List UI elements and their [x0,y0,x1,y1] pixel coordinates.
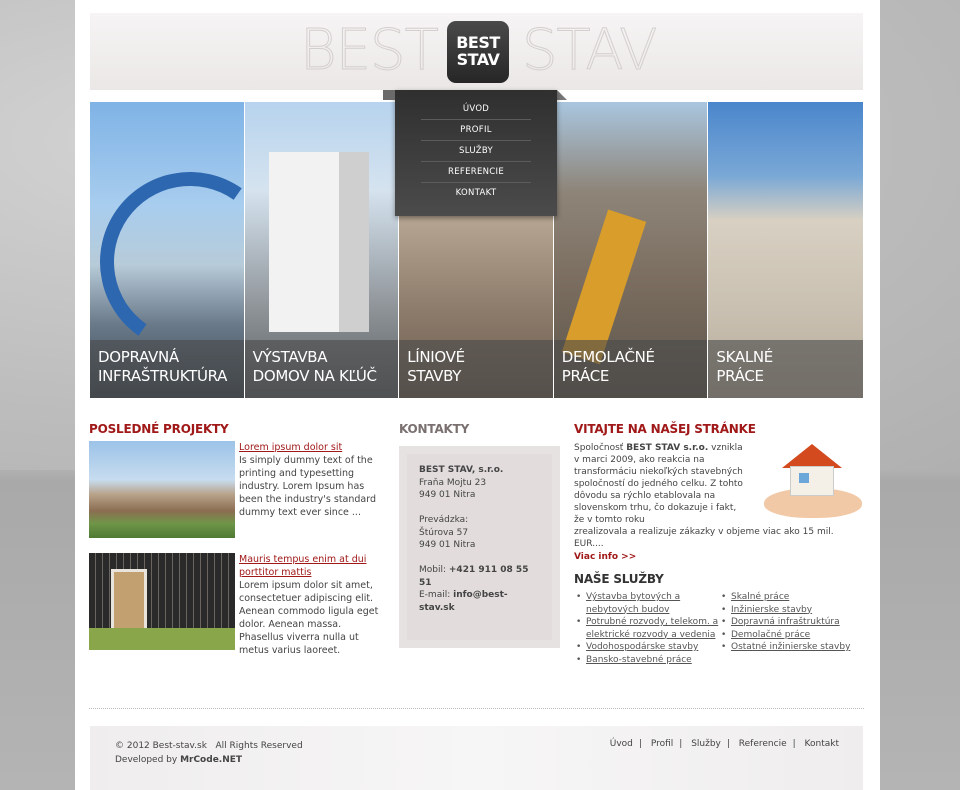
service-item[interactable] [719,641,850,654]
header-word-right: STAV [522,18,657,83]
service-link[interactable]: Výstavba bytových a nebytových budov [586,592,681,615]
service-link[interactable]: Demolačné práce [731,629,811,640]
project-text [239,441,379,519]
banner-panel-transport[interactable] [90,102,245,398]
project-item [89,553,379,665]
banner-panel-homes[interactable] [245,102,400,398]
service-link[interactable]: Bansko-stavebné práce [586,654,692,665]
header-word-left: BEST [300,18,438,83]
panel-caption [245,340,399,398]
service-link[interactable]: Potrubné rozvody, telekom. a elektrické rozvody a vedenia [586,617,719,640]
service-link[interactable]: Skalné práce [731,592,790,602]
footer-nav [610,739,839,749]
project-description: Lorem ipsum dolor sit amet, consectetuer adipiscing elit. Aenean commodo ligula eget dolor. Aenean massa. Phasellus viverra nulla ut metus varius laoreet. [239,580,379,656]
separator: | [679,739,683,749]
section-title: KONTAKTY [399,422,470,436]
office-label: Prevádzka: [419,515,469,525]
caption-line: DEMOLAČNÉ [561,348,655,366]
nav-item-profil[interactable]: PROFIL [421,120,531,141]
banner-panel-rock[interactable] [708,102,863,398]
footer-divider [89,708,864,709]
service-link[interactable]: Dopravná infraštruktúra [731,617,840,627]
house-image [269,152,369,332]
welcome-text [574,442,744,526]
project-text [239,553,379,657]
bridge-image [90,158,245,367]
project-thumbnail[interactable] [89,553,235,650]
service-item[interactable] [574,616,719,641]
nav-item-uvod[interactable]: ÚVOD [421,99,531,120]
separator: | [792,739,796,749]
logo[interactable] [447,21,509,83]
service-item[interactable] [719,616,850,629]
caption-line: SKALNÉ [716,348,773,366]
nav-item-referencie[interactable]: REFERENCIE [421,162,531,183]
contacts-section [399,422,560,648]
nav-item-kontakt[interactable]: KONTAKT [455,188,497,198]
site-footer [90,726,863,790]
project-item [89,441,377,553]
address-line: 949 01 Nitra [419,490,476,500]
logo-line1: BEST [456,33,500,52]
service-item[interactable] [574,641,719,654]
panel-caption [90,340,244,398]
service-item[interactable] [719,591,850,604]
mobile-number[interactable]: +421 911 08 55 51 [419,565,529,588]
developer-label: Developed by [115,755,181,765]
window-graphic [111,569,147,631]
service-item[interactable] [574,654,719,667]
email-address[interactable]: info@best-stav.sk [419,590,508,613]
project-link[interactable]: Mauris tempus enim at dui porttitor mattis [239,554,367,578]
separator: | [638,739,642,749]
footer-link-uvod[interactable]: Úvod [609,739,633,749]
company-bold: BEST STAV s.r.o. [626,443,709,453]
company-name: BEST STAV, s.r.o. [419,465,504,475]
contacts-box [399,446,560,648]
banner-panel-demolition[interactable] [554,102,709,398]
caption-line: PRÁCE [561,367,610,385]
site-header [90,13,863,90]
service-item[interactable] [719,629,850,642]
house-in-hand-image [764,442,862,524]
email-label: E-mail: [419,590,454,600]
roof-graphic [782,444,842,468]
office-line: 949 01 Nitra [419,540,476,550]
contacts-inner [407,454,552,640]
page-container [75,0,880,790]
services-section [574,572,864,666]
panel-caption [554,340,708,398]
service-link[interactable]: Vodohospodárske stavby [586,642,699,652]
footer-left [115,739,303,767]
caption-line: VÝSTAVBA [252,348,328,366]
section-title: NAŠE SLUŽBY [574,572,664,586]
welcome-section [574,422,864,666]
logo-line2: STAV [456,50,500,69]
footer-link-profil[interactable]: Profil [650,739,674,749]
copyright: © 2012 Best-stav.sk All Rights Reserved [115,741,303,751]
more-info-link[interactable]: Viac info >> [574,552,637,562]
nav-item-sluzby[interactable]: SLUŽBY [421,141,531,162]
service-link[interactable]: Inžinierske stavby [731,604,813,615]
service-item[interactable] [719,604,850,617]
service-link[interactable]: Ostatné inžinierske stavby [731,642,851,652]
address-line: Fraňa Mojtu 23 [419,477,487,488]
caption-line: INFRAŠTRUKTÚRA [98,367,228,385]
house-graphic [790,466,834,496]
office-line: Štúrova 57 [419,527,469,538]
mobile-label: Mobil: [419,565,449,575]
project-thumbnail[interactable] [89,441,235,538]
panel-caption [708,340,863,398]
footer-link-sluzby[interactable]: Služby [691,739,721,749]
section-title: VITAJTE NA NAŠEJ STRÁNKE [574,422,756,436]
grass-graphic [89,628,235,650]
service-item[interactable] [574,591,719,616]
caption-line: PRÁCE [716,367,764,385]
separator: | [726,739,730,749]
developer-credit [115,753,303,767]
caption-line: LÍNIOVÉ [407,348,465,366]
section-title: POSLEDNÉ PROJEKTY [89,422,229,436]
main-nav [395,90,557,216]
welcome-text-cont: zrealizovala a realizuje zákazky v objeme viac ako 15 mil. EUR.... [574,527,834,549]
services-list [574,591,864,666]
caption-line: DOMOV NA KĽÚČ [252,367,377,385]
welcome-text-part: vznikla v marci 2009, ako reakcia na transformáciu niekoľkých stavebných spoločností do jedného celku. Z tohto dôvodu sa rýchlo etablovala na slovenskom trhu, čo dokazuje i fakt, že v tomto roku [574,443,743,525]
panel-caption [399,340,553,398]
nav-corner-right [557,90,567,100]
latest-projects [89,422,379,665]
caption-line: STAVBY [407,367,462,385]
footer-link-referencie[interactable]: Referencie [738,739,787,749]
project-link[interactable]: Lorem ipsum dolor sit [239,442,343,453]
welcome-text-part: Spoločnosť [574,443,627,453]
caption-line: DOPRAVNÁ [98,348,179,366]
footer-link-kontakt[interactable]: Kontakt [804,739,839,749]
project-description: Is simply dummy text of the printing and typesetting industry. Lorem Ipsum has been the industry's standard dummy text ever since ... [239,455,377,518]
developer-link[interactable]: MrCode.NET [180,755,243,765]
